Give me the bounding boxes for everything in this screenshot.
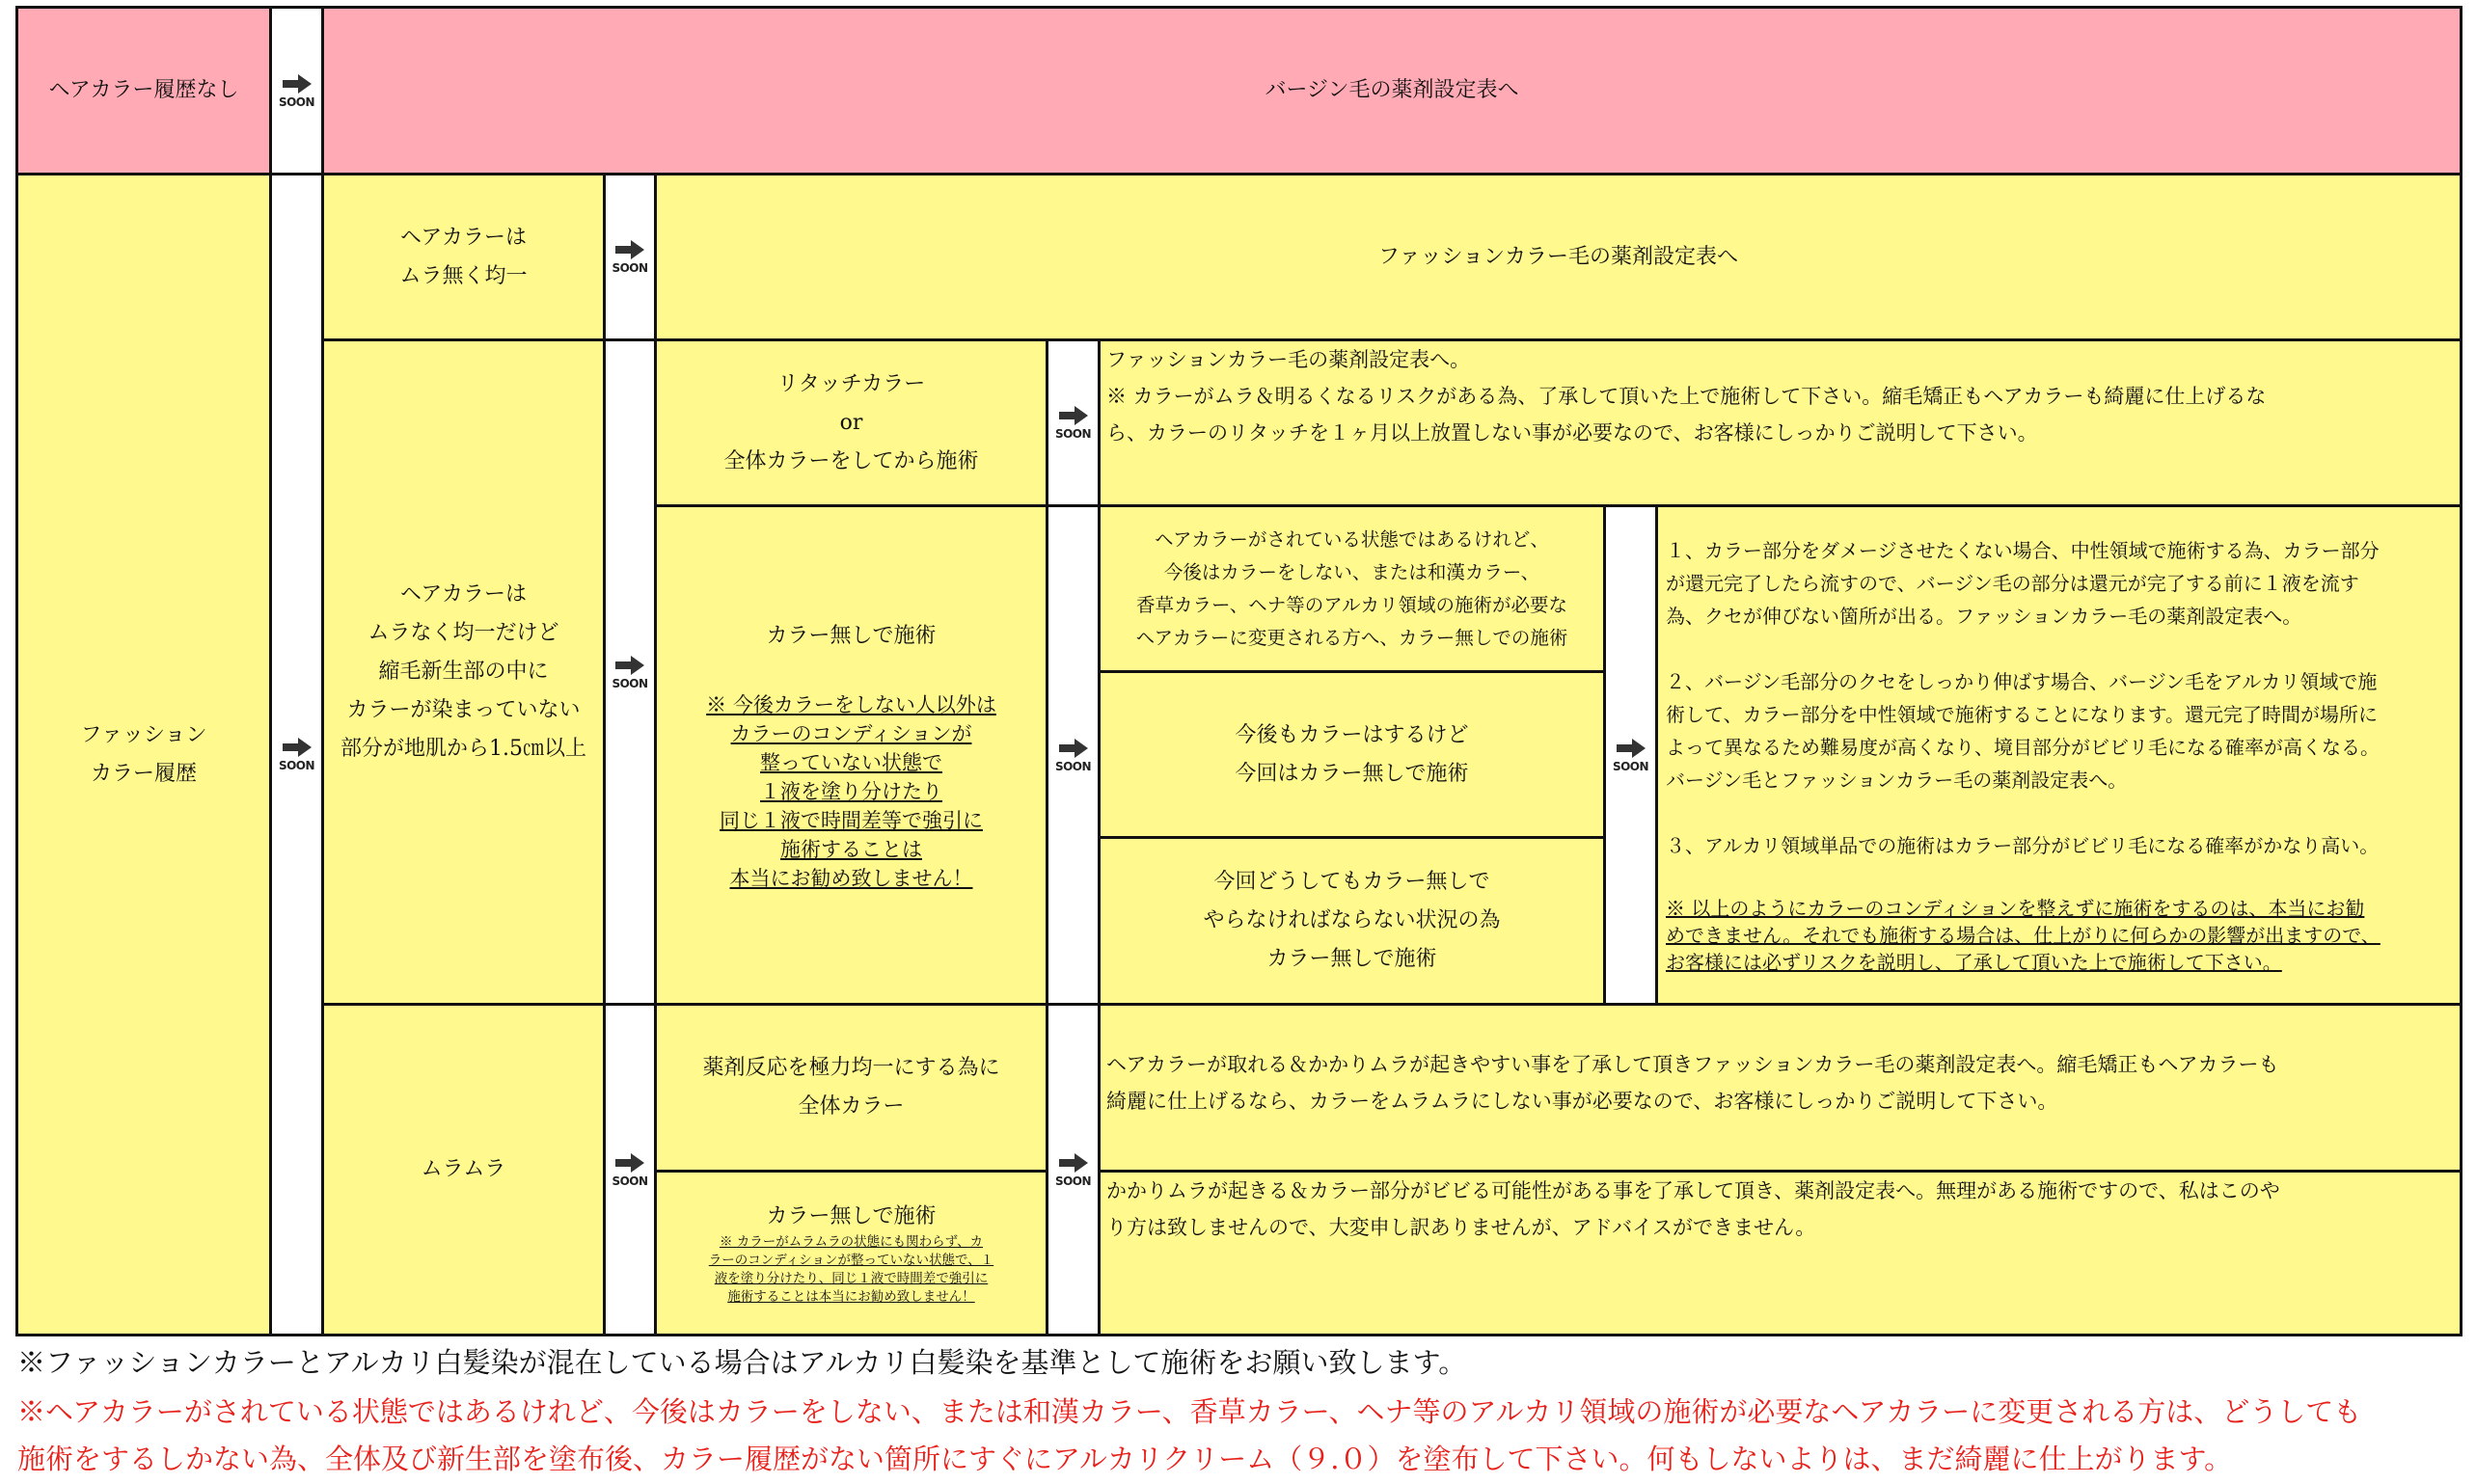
retouch-label: リタッチカラー or 全体カラーをしてから施術 [654, 338, 1048, 507]
footer-note-red-2: 施術をするしかない為、全体及び新生部を塗布後、カラー履歴がない箇所にすぐにアルカリクリーム（９.０）を塗布して下さい。何もしないよりは、まだ綺麗に仕上がります。 [17, 1443, 2233, 1475]
virgin-hair-result: バージン毛の薬剤設定表へ [321, 6, 2462, 175]
fashion-history-label: ファッション カラー履歴 [15, 173, 272, 1336]
uneven-label: ムラムラ [321, 1003, 606, 1336]
arrow-soon: SOON [1046, 504, 1101, 1006]
no-color-label: カラー無しで施術 [766, 624, 937, 648]
no-color-result-notes: １、カラー部分をダメージさせたくない場合、中性領域で施術する為、カラー部分 が還元完了したら流すので、バージン毛の部分は還元が完了する前に１液を流す 為、クセが伸びない箇所が出る。ファッションカラー毛の薬剤設定表へ。 ２、バージン毛部分のクセをしっかり伸ばす場合、バージン毛をアルカリ領域で施 術して、カラー部分を中性領域で施術することになります。還元完了時間が場所に よって異なるため難易度が高くなり、境目部分がビビリ毛になる確率が高くなる。 バージン毛とファッションカラー毛の薬剤設定表へ。 ３、アルカリ領域単品での施術はカラー部分がビビリ毛になる確率がかなり高い。 ※ 以上のようにカラーのコンディションを整えずに施術をするのは、本当にお勧 めできません。それでも施術する場合は、仕上がりに何らかの影響が出ますので、 お客様には必ずリスクを説明し、了承して頂いた上で施術して下さい。 [1655, 504, 2462, 1006]
right-arrow-icon [1059, 1152, 1088, 1174]
arrow-soon: SOON [603, 173, 657, 341]
arrow-soon: SOON [603, 1003, 657, 1336]
case-must-skip: 今回どうしてもカラー無しで やらなければならない状況の為 カラー無しで施術 [1098, 836, 1606, 1006]
even-color-label: ヘアカラーは ムラ無く均一 [321, 173, 606, 341]
uneven-no-color-label: カラー無しで施術 ※ カラーがムラムラの状態にも関わらず、カ ラーのコンディションが整っていない状態で、１ 液を塗り分けたり、同じ１液で時間差で強引に 施術することは本当にお勧め致しません！ [654, 1170, 1048, 1336]
right-arrow-icon [283, 73, 312, 94]
right-arrow-icon [615, 1152, 644, 1174]
arrow-soon: SOON [1603, 504, 1658, 1006]
arrow-soon: SOON [603, 338, 657, 1006]
retouch-result: ファッションカラー毛の薬剤設定表へ。 ※ カラーがムラ＆明るくなるリスクがある為、了承して頂いた上で施術して下さい。縮毛矯正もヘアカラーも綺麗に仕上げるな ら、カラーのリタッチを１ヶ月以上放置しない事が必要なので、お客様にしっかりご説明して下さい。 [1098, 338, 2462, 507]
arrow-soon: SOON [269, 6, 324, 175]
even-color-result: ファッションカラー毛の薬剤設定表へ [654, 173, 2462, 341]
right-arrow-icon [1059, 738, 1088, 759]
arrow-soon: SOON [1046, 1003, 1101, 1336]
uneven-full-color-result: ヘアカラーが取れる＆かかりムラが起きやすい事を了承して頂きファッションカラー毛の薬剤設定表へ。縮毛矯正もヘアカラーも 綺麗に仕上げるなら、カラーをムラムラにしない事が必要なので、お客様にしっかりご説明して下さい。 [1098, 1003, 2462, 1173]
no-color-warning: ※ 今後カラーをしない人以外は カラーのコンディションが 整っていない状態で １液を塗り分けたり 同じ１液で時間差等で強引に 施術することは 本当にお勧め致しません！ [706, 693, 996, 890]
case-skip-this-time: 今後もカラーはするけど 今回はカラー無しで施術 [1098, 670, 1606, 839]
arrow-soon: SOON [1046, 338, 1101, 507]
footer-note-mixed: ※ファッションカラーとアルカリ白髪染が混在している場合はアルカリ白髪染を基準として施術をお願い致します。 [17, 1346, 1467, 1379]
uneven-no-color-result: かかりムラが起きる＆カラー部分がビビる可能性がある事を了承して頂き、薬剤設定表へ。無理がある施術ですので、私はこのや り方は致しませんので、大変申し訳ありませんが、アドバイスができません。 [1098, 1170, 2462, 1336]
footer-note-red-1: ※ヘアカラーがされている状態ではあるけれど、今後はカラーをしない、または和漢カラー、香草カラー、ヘナ等のアルカリ領域の施術が必要なヘアカラーに変更される方は、どうしても [17, 1395, 2362, 1428]
arrow-soon: SOON [269, 173, 324, 1336]
no-color-option [654, 504, 1048, 1006]
no-history-label: ヘアカラー履歴なし [15, 6, 272, 175]
uneven-full-color-label: 薬剤反応を極力均一にする為に 全体カラー [654, 1003, 1048, 1173]
right-arrow-icon [615, 239, 644, 260]
right-arrow-icon [1617, 738, 1646, 759]
regrowth-label: ヘアカラーは ムラなく均一だけど 縮毛新生部の中に カラーが染まっていない 部分が地肌から1.5㎝以上 [321, 338, 606, 1006]
right-arrow-icon [615, 655, 644, 676]
right-arrow-icon [1059, 405, 1088, 426]
right-arrow-icon [283, 737, 312, 758]
case-switch-to-alkali: ヘアカラーがされている状態ではあるけれど、 今後はカラーをしない、または和漢カラー、 香草カラー、ヘナ等のアルカリ領域の施術が必要な ヘアカラーに変更される方へ、カラー無しでの施術 [1098, 504, 1606, 673]
